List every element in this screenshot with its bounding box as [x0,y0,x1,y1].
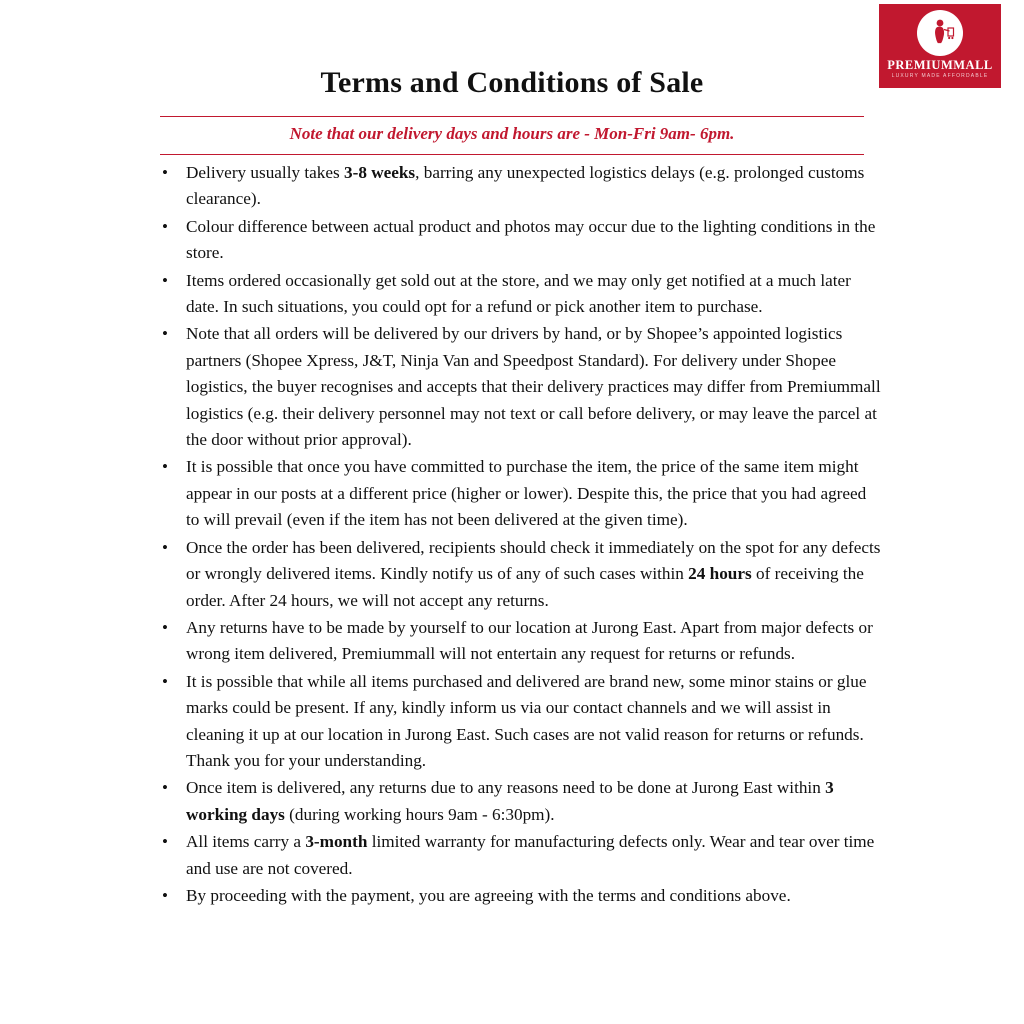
bullet-icon: • [162,324,168,344]
term-text [186,160,882,213]
term-item-colour-difference [152,214,882,267]
term-emphasis: 3-month [305,832,368,852]
term-fragment: Once item is delivered, any returns due to any reasons need to be done at Jurong East within [186,778,826,798]
logo-tagline-text: LUXURY MADE AFFORDABLE [891,73,989,79]
terms-list [152,160,882,910]
term-fragment: Any returns have to be made by yourself to our location at Jurong East. Apart from major defects or wrong item delivered, Premiummall will not entertain any request for returns or refunds. [186,617,873,664]
term-emphasis: 3 working days [186,778,834,824]
bullet-icon: • [162,457,168,477]
term-fragment: Colour difference between actual product and photos may occur due to the lighting conditions in the store. [186,216,876,263]
term-item-warranty [152,829,882,882]
term-item-returns-location [152,615,882,668]
bullet-icon: • [162,885,168,905]
term-emphasis: 3-8 weeks [344,163,416,182]
term-text [186,268,882,321]
term-item-return-window [152,775,882,828]
term-fragment: Delivery usually takes [186,163,344,182]
term-item-payment-agreement [152,883,882,909]
term-item-sold-out-items [152,268,882,321]
term-text [186,321,882,453]
bullet-icon: • [162,216,168,236]
delivery-hours-notice: Note that our delivery days and hours are - Mon-Fri 9am- 6pm. [289,124,735,143]
term-text [186,535,882,614]
term-fragment: Items ordered occasionally get sold out at the store, and we may only get notified at a much later date. In such situations, you could opt for a refund or pick another item to purchase. [186,270,851,317]
term-fragment: (during working hours 9am - 6:30pm). [284,804,555,824]
term-fragment: All items carry a [186,832,306,852]
bullet-icon: • [162,617,168,637]
term-emphasis: 24 hours [688,564,752,584]
term-item-minor-stains [152,669,882,775]
term-fragment: By proceeding with the payment, you are agreeing with the terms and conditions above. [186,885,791,905]
divider-top [160,116,864,117]
term-fragment: Note that all orders will be delivered by our drivers by hand, or by Shopee’s appointed logistics partners (Shopee Xpress, J&T, Ninja Van and Speedpost Standard). For delivery under Shopee logistics, the buyer recognises and accepts that their delivery practices may differ from Premiummall logistics (e.g. their delivery personnel may not text or call before delivery, or may leave the parcel at the door without prior approval). [186,324,881,450]
bullet-icon: • [162,270,168,290]
term-text [186,615,882,668]
bullet-icon: • [162,671,168,691]
term-text [186,775,882,828]
term-text [186,883,882,909]
bullet-icon: • [162,163,168,182]
term-item-delivery-time [152,160,882,213]
divider-bottom [160,154,864,155]
term-text [186,669,882,775]
bullet-icon: • [162,832,168,852]
page-title: Terms and Conditions of Sale [320,66,704,99]
bullet-icon: • [162,778,168,798]
term-text [186,214,882,267]
logo-brand-text: PREMIUMMALL [887,58,993,72]
term-fragment: It is possible that while all items purchased and delivered are brand new, some minor stains or glue marks could be present. If any, kindly inform us via our contact channels and we will assist in cleaning it up at our location in Jurong East. Such cases are not valid reason for returns or refunds. Thank you for your understanding. [186,671,867,770]
bullet-icon: • [162,537,168,557]
term-fragment: It is possible that once you have committed to purchase the item, the price of the same item might appear in our posts at a different price (higher or lower). Despite this, the price that you had agreed to will prevail (even if the item has not been delivered at the given time). [186,457,867,530]
term-item-delivery-partners [152,321,882,453]
term-text [186,454,882,533]
woman-with-shopping-trolley-icon [921,14,959,52]
term-fragment: of receiving the order. After 24 hours, we will not accept any returns. [186,564,864,610]
term-fragment: , barring any unexpected logistics delays (e.g. prolonged customs clearance). [186,163,865,209]
term-text [186,829,882,882]
term-fragment: Once the order has been delivered, recipients should check it immediately on the spot for any defects or wrongly delivered items. Kindly notify us of any of such cases within [186,537,881,584]
term-fragment: limited warranty for manufacturing defects only. Wear and tear over time and use are not covered. [186,832,875,878]
term-item-inspect-on-delivery [152,535,882,614]
term-item-price-changes [152,454,882,533]
